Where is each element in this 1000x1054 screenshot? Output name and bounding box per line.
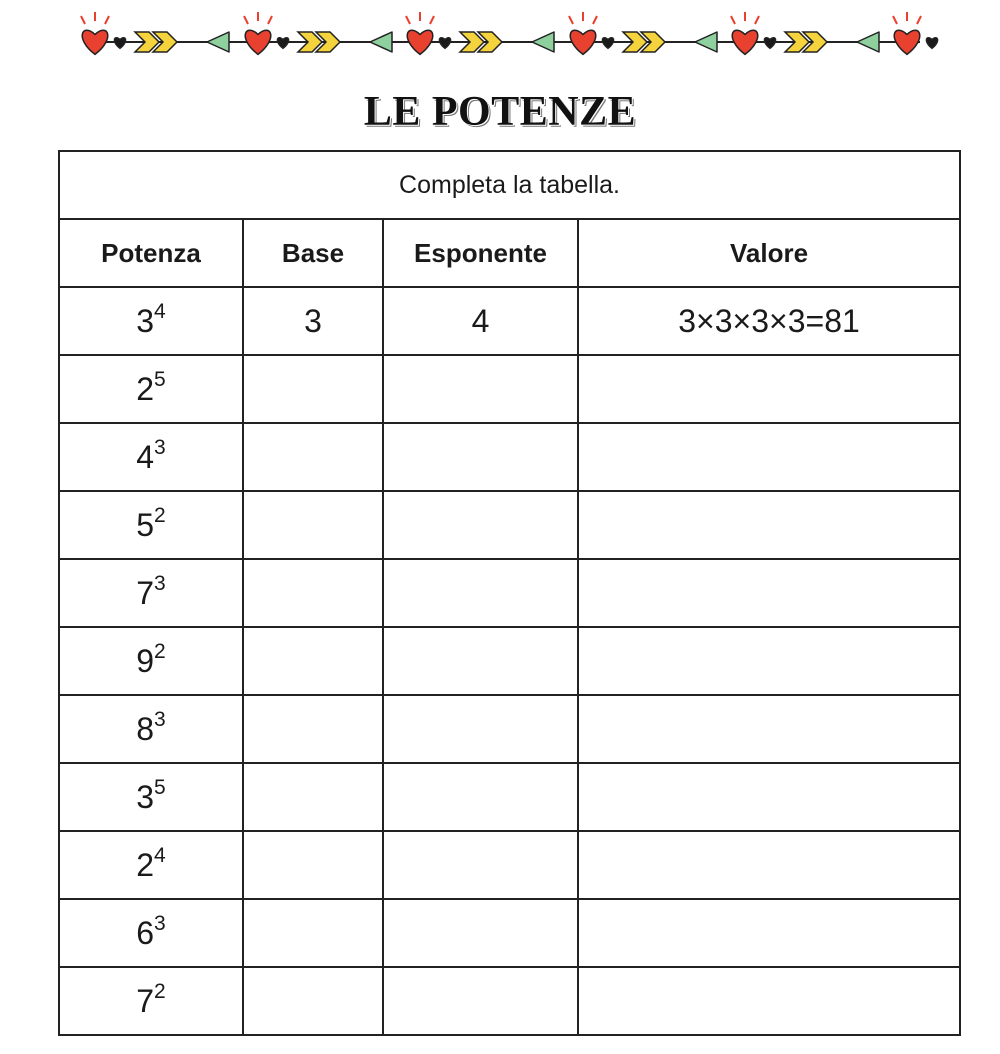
power-cell <box>59 355 243 423</box>
power-cell <box>59 287 243 355</box>
value-cell[interactable] <box>578 491 960 559</box>
table-row <box>59 491 960 559</box>
base-cell[interactable]: 3 <box>243 287 383 355</box>
power-base: 5 <box>136 506 155 543</box>
table-row <box>59 763 960 831</box>
power-cell <box>59 695 243 763</box>
exponent-cell[interactable] <box>383 627 578 695</box>
power-exponent: 4 <box>154 299 166 323</box>
small-heart-icon <box>439 38 450 49</box>
arrow-head-icon <box>857 32 879 52</box>
base-cell[interactable] <box>243 627 383 695</box>
base-cell[interactable] <box>243 831 383 899</box>
power-base: 7 <box>136 574 155 611</box>
heart-icon <box>82 30 108 54</box>
power-exponent: 3 <box>154 707 166 731</box>
power-base: 3 <box>136 778 155 815</box>
arrow-head-icon <box>532 32 554 52</box>
small-heart-icon <box>114 38 125 49</box>
sparkle-ray <box>105 16 109 24</box>
base-cell[interactable] <box>243 695 383 763</box>
exponent-cell[interactable]: 4 <box>383 287 578 355</box>
sparkle-ray <box>81 16 85 24</box>
power-cell <box>59 559 243 627</box>
small-heart-icon <box>764 38 775 49</box>
sparkle-ray <box>731 16 735 24</box>
base-cell[interactable] <box>243 559 383 627</box>
table-row <box>59 287 960 355</box>
header-base: Base <box>243 219 383 287</box>
power-exponent: 3 <box>154 435 166 459</box>
value-cell[interactable] <box>578 695 960 763</box>
value-cell[interactable]: 3×3×3×3=81 <box>578 287 960 355</box>
sparkle-ray <box>569 16 573 24</box>
power-exponent: 2 <box>154 503 166 527</box>
power-cell <box>59 423 243 491</box>
power-cell <box>59 899 243 967</box>
table-row <box>59 423 960 491</box>
power-base: 8 <box>136 710 155 747</box>
instructions: Completa la tabella. <box>59 151 960 219</box>
exponent-cell[interactable] <box>383 355 578 423</box>
sparkle-ray <box>430 16 434 24</box>
small-heart-icon <box>926 38 937 49</box>
arrow-head-icon <box>370 32 392 52</box>
value-cell[interactable] <box>578 423 960 491</box>
sparkle-ray <box>244 16 248 24</box>
sparkle-ray <box>406 16 410 24</box>
base-cell[interactable] <box>243 763 383 831</box>
arrow-head-icon <box>695 32 717 52</box>
sparkle-ray <box>917 16 921 24</box>
small-heart-icon <box>277 38 288 49</box>
sparkle-ray <box>268 16 272 24</box>
exponent-cell[interactable] <box>383 559 578 627</box>
power-base: 7 <box>136 982 155 1019</box>
power-exponent: 4 <box>154 843 166 867</box>
power-exponent: 2 <box>154 639 166 663</box>
table-row <box>59 899 960 967</box>
value-cell[interactable] <box>578 627 960 695</box>
value-cell[interactable] <box>578 899 960 967</box>
base-cell[interactable] <box>243 423 383 491</box>
value-cell[interactable] <box>578 559 960 627</box>
small-heart-icon <box>602 38 613 49</box>
heart-icon <box>570 30 596 54</box>
exponent-cell[interactable] <box>383 695 578 763</box>
sparkle-ray <box>893 16 897 24</box>
exponent-cell[interactable] <box>383 763 578 831</box>
header-esponente: Esponente <box>383 219 578 287</box>
exponent-cell[interactable] <box>383 423 578 491</box>
power-base: 4 <box>136 438 155 475</box>
power-base: 2 <box>136 846 155 883</box>
table-row <box>59 695 960 763</box>
power-base: 2 <box>136 370 155 407</box>
page-title: LE POTENZE <box>363 89 637 135</box>
sparkle-ray <box>593 16 597 24</box>
exponent-cell[interactable] <box>383 899 578 967</box>
exponent-cell[interactable] <box>383 491 578 559</box>
power-exponent: 2 <box>154 979 166 1003</box>
table-row <box>59 967 960 1035</box>
value-cell[interactable] <box>578 355 960 423</box>
sparkle-ray <box>755 16 759 24</box>
table-row <box>59 627 960 695</box>
power-exponent: 3 <box>154 571 166 595</box>
table-row <box>59 355 960 423</box>
value-cell[interactable] <box>578 763 960 831</box>
exponent-cell[interactable] <box>383 967 578 1035</box>
arrow-head-icon <box>207 32 229 52</box>
power-cell <box>59 763 243 831</box>
value-cell[interactable] <box>578 831 960 899</box>
header-valore: Valore <box>578 219 960 287</box>
power-base: 9 <box>136 642 155 679</box>
power-cell <box>59 491 243 559</box>
exponent-cell[interactable] <box>383 831 578 899</box>
power-cell <box>59 967 243 1035</box>
heart-icon <box>245 30 271 54</box>
power-cell <box>59 831 243 899</box>
table-row <box>59 559 960 627</box>
value-cell[interactable] <box>578 967 960 1035</box>
power-exponent: 5 <box>154 775 166 799</box>
power-cell <box>59 627 243 695</box>
table-row <box>59 831 960 899</box>
power-base: 6 <box>136 914 155 951</box>
heart-icon <box>894 30 920 54</box>
base-cell[interactable] <box>243 355 383 423</box>
heart-icon <box>732 30 758 54</box>
powers-table <box>58 150 961 1036</box>
power-exponent: 3 <box>154 911 166 935</box>
header-potenza: Potenza <box>59 219 243 287</box>
power-exponent: 5 <box>154 367 166 391</box>
base-cell[interactable] <box>243 967 383 1035</box>
heart-icon <box>407 30 433 54</box>
decorative-arrow-heart-border <box>0 0 1000 80</box>
base-cell[interactable] <box>243 491 383 559</box>
base-cell[interactable] <box>243 899 383 967</box>
power-base: 3 <box>136 302 155 339</box>
